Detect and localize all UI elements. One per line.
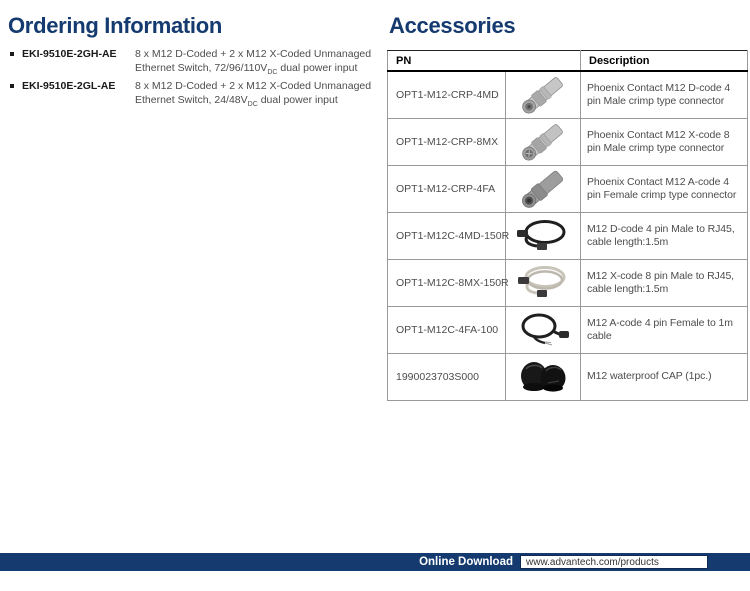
table-row [388, 354, 748, 401]
part-description: Phoenix Contact M12 X-code 8 pin Male crimp type connector [581, 119, 748, 166]
description-column-header: Description [581, 51, 748, 72]
table-row [388, 213, 748, 260]
pn-column-header: PN [388, 51, 581, 72]
part-description: M12 X-code 8 pin Male to RJ45, cable length:1.5m [581, 260, 748, 307]
bullet-square-icon [10, 52, 14, 56]
gray-cable-rj45-photo [514, 262, 572, 304]
table-row [388, 260, 748, 307]
part-number: OPT1-M12C-8MX-150R [388, 260, 506, 307]
m12-x-code-male-connector-photo [514, 121, 572, 163]
accessories-table [387, 50, 748, 401]
accessories-title: Accessories [389, 13, 516, 38]
part-number: OPT1-M12-CRP-4MD [388, 71, 506, 119]
part-description: M12 A-code 4 pin Female to 1m cable [581, 307, 748, 354]
table-header-row [388, 51, 748, 72]
black-cable-rj45-photo [514, 215, 572, 257]
waterproof-caps-photo [514, 356, 572, 398]
table-row [388, 166, 748, 213]
part-description: M12 D-code 4 pin Male to RJ45, cable length:1.5m [581, 213, 748, 260]
part-number: OPT1-M12C-4FA-100 [388, 307, 506, 354]
table-row [388, 119, 748, 166]
model-number: EKI-9510E-2GH-AE [22, 48, 117, 60]
bullet-square-icon [10, 84, 14, 88]
part-number: OPT1-M12C-4MD-150R [388, 213, 506, 260]
part-number: OPT1-M12-CRP-4FA [388, 166, 506, 213]
ordering-information-title: Ordering Information [8, 13, 223, 38]
model-description: 8 x M12 D-Coded + 2 x M12 X-Coded Unmanaged Ethernet Switch, $24/48V_{DC}$ dual power input [135, 80, 372, 108]
model-description: 8 x M12 D-Coded + 2 x M12 X-Coded Unmanaged Ethernet Switch, $72/96/110V_{DC}$ dual power input [135, 48, 372, 76]
part-description: Phoenix Contact M12 A-code 4 pin Female crimp type connector [581, 166, 748, 213]
black-cable-loop-photo [514, 309, 572, 351]
m12-d-code-male-connector-photo [514, 74, 572, 116]
download-url[interactable]: www.advantech.com/products [520, 555, 708, 569]
model-number: EKI-9510E-2GL-AE [22, 80, 116, 92]
table-row [388, 71, 748, 119]
part-number: 1990023703S000 [388, 354, 506, 401]
table-row [388, 307, 748, 354]
online-download-label: Online Download [419, 556, 513, 568]
part-number: OPT1-M12-CRP-8MX [388, 119, 506, 166]
online-download-bar [0, 553, 750, 571]
part-description: M12 waterproof CAP (1pc.) [581, 354, 748, 401]
part-description: Phoenix Contact M12 D-code 4 pin Male crimp type connector [581, 71, 748, 119]
m12-a-code-female-connector-photo [514, 168, 572, 210]
